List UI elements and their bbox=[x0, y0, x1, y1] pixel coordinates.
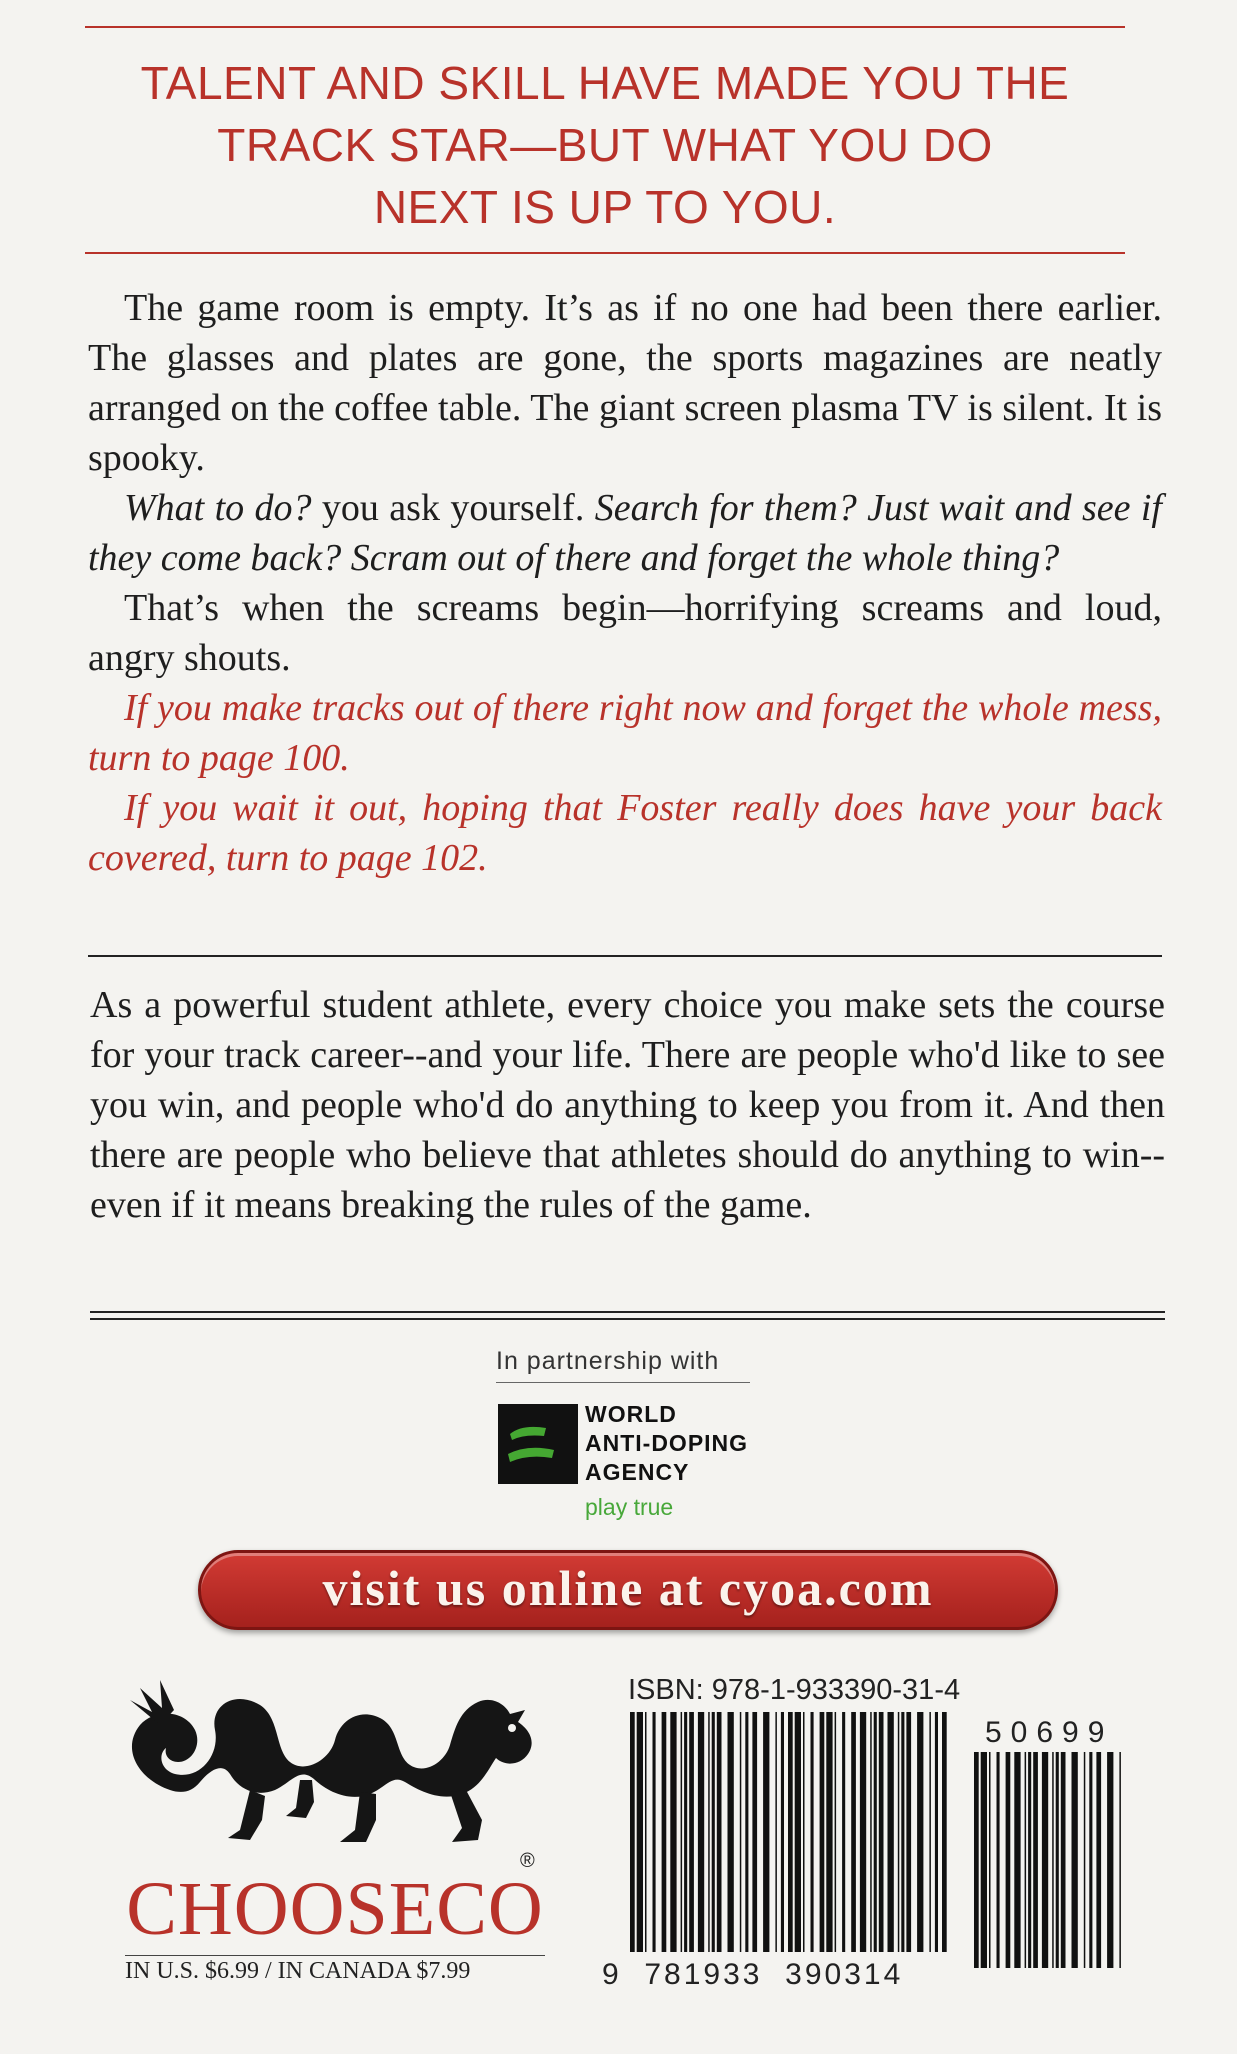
barcode-lead-digit: 9 bbox=[602, 1958, 622, 1991]
choice-option: If you make tracks out of there right now and forget the whole mess, turn to page 100. bbox=[88, 687, 1162, 779]
bottom-red-rule bbox=[85, 252, 1125, 254]
registered-mark: ® bbox=[520, 1850, 535, 1872]
barcode-bar bbox=[717, 1712, 722, 1952]
ean-barcode bbox=[628, 1712, 953, 1967]
org-name-line: ANTI-DOPING bbox=[585, 1430, 749, 1456]
dragon-icon bbox=[100, 1670, 560, 1880]
price-addon-barcode bbox=[972, 1752, 1127, 1968]
top-red-rule bbox=[85, 26, 1125, 28]
barcode-bar bbox=[1072, 1752, 1078, 1968]
barcode-bar bbox=[1025, 1752, 1027, 1968]
org-name-line: AGENCY bbox=[585, 1459, 690, 1485]
barcode-bar bbox=[681, 1712, 683, 1952]
barcode-bar bbox=[803, 1712, 805, 1952]
wada-logo-icon bbox=[498, 1404, 578, 1484]
plain-text: you ask yourself. bbox=[311, 487, 595, 529]
addon-digits: 50699 bbox=[985, 1716, 1114, 1749]
barcode-bar bbox=[689, 1712, 694, 1952]
barcode-bar bbox=[781, 1712, 784, 1952]
barcode-bar bbox=[851, 1712, 856, 1952]
barcode-bar bbox=[662, 1712, 667, 1952]
barcode-bar bbox=[708, 1712, 710, 1952]
barcode-bar bbox=[1042, 1752, 1048, 1968]
barcode-bar bbox=[653, 1712, 656, 1952]
wada-slogan: play true bbox=[585, 1494, 674, 1520]
barcode-bar bbox=[879, 1712, 884, 1952]
italic-text: Search for them? Just wait and see if they come back? Scram out of there and forget the whole thing? bbox=[88, 487, 1162, 579]
italic-text: What to do? bbox=[124, 487, 312, 529]
barcode-bar bbox=[1006, 1752, 1011, 1968]
barcode-bar bbox=[870, 1712, 872, 1952]
barcode-bar bbox=[981, 1752, 987, 1968]
barcode-bar bbox=[811, 1712, 814, 1952]
barcode-bar bbox=[698, 1712, 704, 1952]
barcode-group: 390314 bbox=[785, 1958, 904, 1991]
barcode-bar bbox=[1052, 1752, 1054, 1968]
barcode-bar bbox=[788, 1712, 793, 1952]
barcode-bar bbox=[1089, 1752, 1092, 1968]
barcode-bar bbox=[989, 1752, 991, 1968]
barcode-bar bbox=[1061, 1752, 1066, 1968]
barcode-bar bbox=[874, 1712, 877, 1952]
barcode-bar bbox=[712, 1712, 715, 1952]
barcode-bar bbox=[974, 1752, 979, 1968]
tagline bbox=[85, 52, 1125, 238]
barcode-bar bbox=[775, 1712, 777, 1952]
price-rule bbox=[125, 1955, 545, 1956]
barcode-bar bbox=[935, 1712, 938, 1952]
barcode-bar bbox=[929, 1712, 931, 1952]
barcode-bar bbox=[820, 1712, 825, 1952]
barcode-bar bbox=[630, 1712, 635, 1952]
website-banner-text: visit us online at cyoa.com bbox=[322, 1560, 934, 1616]
barcode-bar bbox=[1119, 1752, 1121, 1968]
tagline-line: TRACK STAR—BUT WHAT YOU DO bbox=[217, 119, 993, 171]
barcode-bar bbox=[917, 1712, 923, 1952]
barcode-bar bbox=[670, 1712, 676, 1952]
barcode-bar bbox=[901, 1712, 904, 1952]
excerpt-paragraph: The game room is empty. It’s as if no one had been there earlier. The glasses and plates are gone, the sports magazines are neatly arranged on the coffee table. The giant screen plasma TV is silent. It is spooky. bbox=[88, 287, 1162, 479]
barcode-bar bbox=[1096, 1752, 1101, 1968]
barcode-bar bbox=[997, 1752, 1000, 1968]
barcode-bar bbox=[637, 1712, 643, 1952]
section-divider bbox=[88, 955, 1162, 957]
barcode-bar bbox=[1028, 1752, 1031, 1968]
barcode-bar bbox=[1033, 1752, 1038, 1968]
barcode-bar bbox=[684, 1712, 687, 1952]
tagline-line: TALENT AND SKILL HAVE MADE YOU THE bbox=[140, 57, 1070, 109]
barcode-bar bbox=[860, 1712, 866, 1952]
barcode-bar bbox=[645, 1712, 647, 1952]
barcode-bar bbox=[842, 1712, 845, 1952]
excerpt-paragraph bbox=[88, 483, 1162, 583]
barcode-bar bbox=[826, 1712, 832, 1952]
book-blurb: As a powerful student athlete, every choice you make sets the course for your track career--and your life. There are people who'd like to see you win, and people who'd do anything to keep you from it. And then there are people who believe that athletes should do anything to win--even if it means breaking the rules of the game. bbox=[90, 984, 1165, 1226]
barcode-bar bbox=[1056, 1752, 1059, 1968]
barcode-bar bbox=[1084, 1752, 1086, 1968]
barcode-bar bbox=[1014, 1752, 1020, 1968]
barcode-bar bbox=[835, 1712, 837, 1952]
publisher-name: CHOOSECO bbox=[126, 1867, 544, 1951]
tagline-line: NEXT IS UP TO YOU. bbox=[373, 181, 837, 233]
website-banner bbox=[198, 1550, 1058, 1630]
barcode-bar bbox=[906, 1712, 911, 1952]
wada-name bbox=[585, 1400, 748, 1487]
barcode-bar bbox=[728, 1712, 734, 1952]
barcode-bar bbox=[942, 1712, 947, 1952]
barcode-bar bbox=[745, 1712, 748, 1952]
excerpt-paragraph: That’s when the screams begin—horrifying screams and loud, angry shouts. bbox=[88, 587, 1162, 679]
barcode-bar bbox=[888, 1712, 894, 1952]
partnership-label: In partnership with bbox=[496, 1347, 750, 1383]
choice-option: If you wait it out, hoping that Foster really does have your back covered, turn to page 102. bbox=[88, 787, 1162, 879]
barcode-bar bbox=[795, 1712, 801, 1952]
double-divider bbox=[90, 1311, 1165, 1320]
barcode-bar bbox=[1107, 1752, 1113, 1968]
price-label: IN U.S. $6.99 / IN CANADA $7.99 bbox=[125, 1958, 471, 1984]
barcode-bar bbox=[740, 1712, 742, 1952]
isbn-label: ISBN: 978-1-933390-31-4 bbox=[628, 1674, 961, 1706]
barcode-digits bbox=[602, 1958, 932, 1992]
barcode-bar bbox=[898, 1712, 900, 1952]
barcode-bar bbox=[752, 1712, 757, 1952]
barcode-bar bbox=[763, 1712, 769, 1952]
barcode-group: 781933 bbox=[644, 1958, 763, 1991]
org-name-line: WORLD bbox=[585, 1401, 677, 1427]
story-excerpt bbox=[88, 283, 1162, 883]
